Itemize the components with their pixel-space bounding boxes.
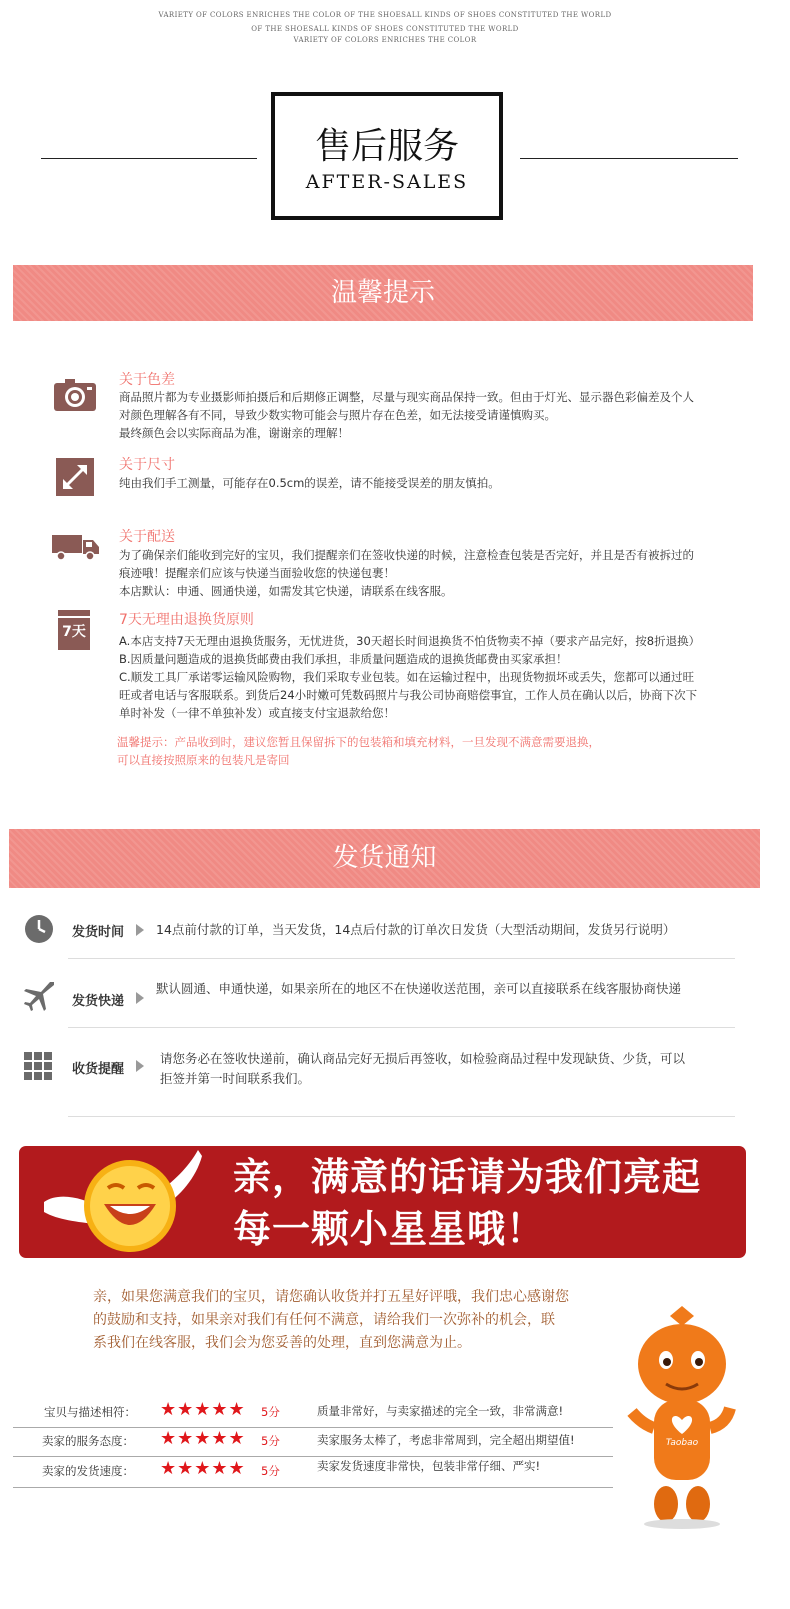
tagline-line-3: VARIETY OF COLORS ENRICHES THE COLOR	[293, 36, 477, 44]
divider	[68, 958, 735, 959]
rating-label: 卖家的服务态度：	[42, 1434, 134, 1448]
arrow-right-icon	[136, 992, 144, 1004]
clock-icon	[24, 914, 54, 944]
truck-icon	[52, 533, 100, 561]
rating-comment: 卖家发货速度非常快，包装非常仔细、严实!	[317, 1459, 541, 1473]
tip-body-returns: A.本店支持7天无理由退换货服务，无忧进货，30天超长时间退换货不怕货物卖不掉（要求产品完好，按8折退换） B.因质量问题造成的退换货邮费由我们承担，非质量问题造成的退换货邮费由买家承担！ C.顺发工具厂承诺零运输风险购物，我们采取专业包装。如在运输过程中，出现货物损坏或丢失，您都可以通过旺 旺或者电话与客服联系。到货后24小时嫩可凭数码照片与我公司协商赔偿事宜，工作人员在确认以后，协商下次下 单时补发（一律不单独补发）或直接支付宝退款给您！	[119, 634, 701, 720]
shipping-banner: 发货通知	[9, 829, 760, 888]
rating-stars[interactable]: ★★★★★	[160, 1399, 246, 1420]
rating-divider	[13, 1487, 613, 1488]
rating-divider	[13, 1427, 613, 1428]
tip-title-size: 关于尺寸	[119, 457, 175, 473]
rating-description: 亲，如果您满意我们的宝贝，请您确认收货并打五星好评哦，我们忠心感谢您 的鼓励和支持，如果亲对我们有任何不满意，请给我们一次弥补的机会，联 系我们在线客服，我们会为您妥善的处理，直到您满意为止。	[93, 1289, 569, 1351]
tagline-line-1: VARIETY OF COLORS ENRICHES THE COLOR OF THE SHOESALL KINDS OF SHOES CONSTITUTED THE WORLD	[158, 11, 612, 19]
shipping-text-reminder: 请您务必在签收快递前，确认商品完好无损后再签收，如检验商品过程中发现缺货、少货，可以 拒签并第一时间联系我们。	[160, 1051, 686, 1086]
arrow-right-icon	[136, 1060, 144, 1072]
resize-arrow-icon	[56, 458, 94, 496]
arrow-right-icon	[136, 924, 144, 936]
rating-comment: 卖家服务太棒了，考虑非常周到，完全超出期望值!	[317, 1433, 575, 1447]
page-title: 售后服务	[314, 126, 459, 167]
airplane-icon	[22, 980, 56, 1012]
rating-stars[interactable]: ★★★★★	[160, 1458, 246, 1479]
rating-banner-text: 亲，满意的话请为我们亮起 每一颗小星星哦！	[233, 1155, 702, 1251]
taobao-mascot-icon	[622, 1300, 742, 1530]
tips-note: 温馨提示：产品收到时，建议您暂且保留拆下的包装箱和填充材料，一旦发现不满意需要退换， 可以直接按照原来的包装凡是寄回	[117, 735, 600, 767]
shipping-label-reminder: 收货提醒	[72, 1062, 125, 1077]
mascot-logo-text: Taobao	[665, 1438, 699, 1448]
tagline-line-2: OF THE SHOESALL KINDS OF SHOES CONSTITUTED THE WORLD	[251, 25, 519, 33]
rating-score: 5分	[261, 1434, 280, 1448]
tip-title-returns: 7天无理由退换货原则	[119, 612, 254, 628]
tip-title-color: 关于色差	[119, 372, 175, 388]
shipping-label-courier: 发货快递	[72, 994, 125, 1009]
title-rule-right	[520, 158, 738, 159]
rating-score: 5分	[261, 1464, 280, 1478]
title-rule-left	[41, 158, 257, 159]
page-subtitle: AFTER-SALES	[305, 171, 469, 193]
title-box	[271, 92, 503, 220]
grid-icon	[24, 1052, 52, 1080]
divider	[68, 1116, 735, 1117]
shipping-text-courier: 默认圆通、申通快递，如果亲所在的地区不在快递收送范围，亲可以直接联系在线客服协商快递	[156, 981, 682, 996]
shipping-text-time: 14点前付款的订单，当天发货，14点后付款的订单次日发货（大型活动期间，发货另行说明）	[156, 922, 676, 937]
tips-banner: 温馨提示	[13, 265, 753, 321]
tip-body-color: 商品照片都为专业摄影师拍摄后和后期修正调整，尽量与现实商品保持一致。但由于灯光、显示器色彩偏差及个人 对颜色理解各有不同，导致少数实物可能会与照片存在色差，如无法接受请谨慎购买。 最终颜色会以实际商品为准，谢谢亲的理解！	[119, 390, 694, 440]
rating-label: 卖家的发货速度：	[42, 1464, 134, 1478]
calendar-7-icon	[58, 610, 90, 650]
smiley-mascot-icon	[38, 1142, 208, 1268]
rating-label: 宝贝与描述相符：	[44, 1405, 136, 1419]
rating-divider	[13, 1456, 613, 1457]
rating-score: 5分	[261, 1405, 280, 1419]
tip-body-size: 纯由我们手工测量，可能存在0.5cm的误差，请不能接受误差的朋友慎拍。	[119, 476, 500, 490]
rating-stars[interactable]: ★★★★★	[160, 1428, 246, 1449]
tip-title-delivery: 关于配送	[119, 529, 175, 545]
tip-body-delivery: 为了确保亲们能收到完好的宝贝，我们提醒亲们在签收快递的时候，注意检查包装是否完好，并且是否有被拆过的 痕迹哦！提醒亲们应该与快递当面验收您的快递包裹！ 本店默认：申通、圆通快递，如需发其它快递，请联系在线客服。	[119, 548, 694, 598]
camera-icon	[53, 377, 97, 413]
shipping-label-time: 发货时间	[72, 925, 125, 940]
calendar-7-label: 7天	[62, 624, 86, 640]
divider	[68, 1027, 735, 1028]
rating-comment: 质量非常好，与卖家描述的完全一致，非常满意!	[317, 1404, 564, 1418]
